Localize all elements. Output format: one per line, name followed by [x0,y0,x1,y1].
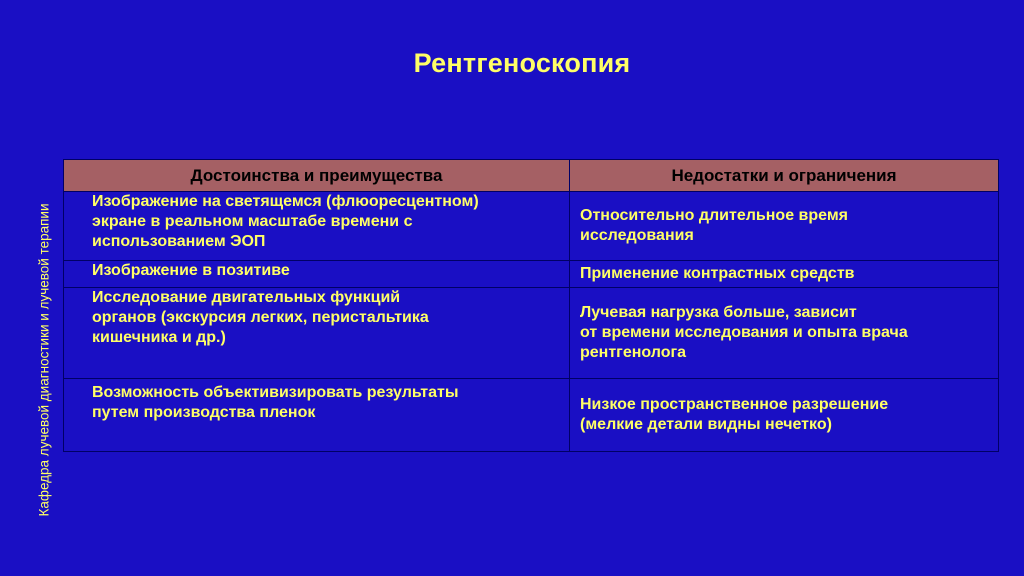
table-row [64,192,999,261]
disadvantage-cell: Относительно длительное время исследования [570,192,999,261]
table-row [64,261,999,288]
header-advantages: Достоинства и преимущества [64,160,570,192]
comparison-table [63,159,999,452]
advantage-cell: Возможность объективизировать результаты путем производства пленок [64,379,570,452]
header-disadvantages: Недостатки и ограничения [570,160,999,192]
table-row [64,379,999,452]
disadvantage-cell: Низкое пространственное разрешение (мелкие детали видны нечетко) [570,379,999,452]
advantage-cell: Исследование двигательных функций органов (экскурсия легких, перистальтика кишечника и др.) [64,288,570,379]
disadvantage-cell: Лучевая нагрузка больше, зависит от времени исследования и опыта врача рентгенолога [570,288,999,379]
advantage-cell: Изображение на светящемся (флюоресцентном) экране в реальном масштабе времени с использованием ЭОП [64,192,570,261]
advantage-cell: Изображение в позитиве [64,261,570,288]
table-header-row [64,160,999,192]
disadvantage-cell: Применение контрастных средств [570,261,999,288]
table-row [64,288,999,379]
department-side-label: Кафедра лучевой диагностики и лучевой терапии [36,203,52,517]
slide-title: Рентгеноскопия [413,48,631,78]
